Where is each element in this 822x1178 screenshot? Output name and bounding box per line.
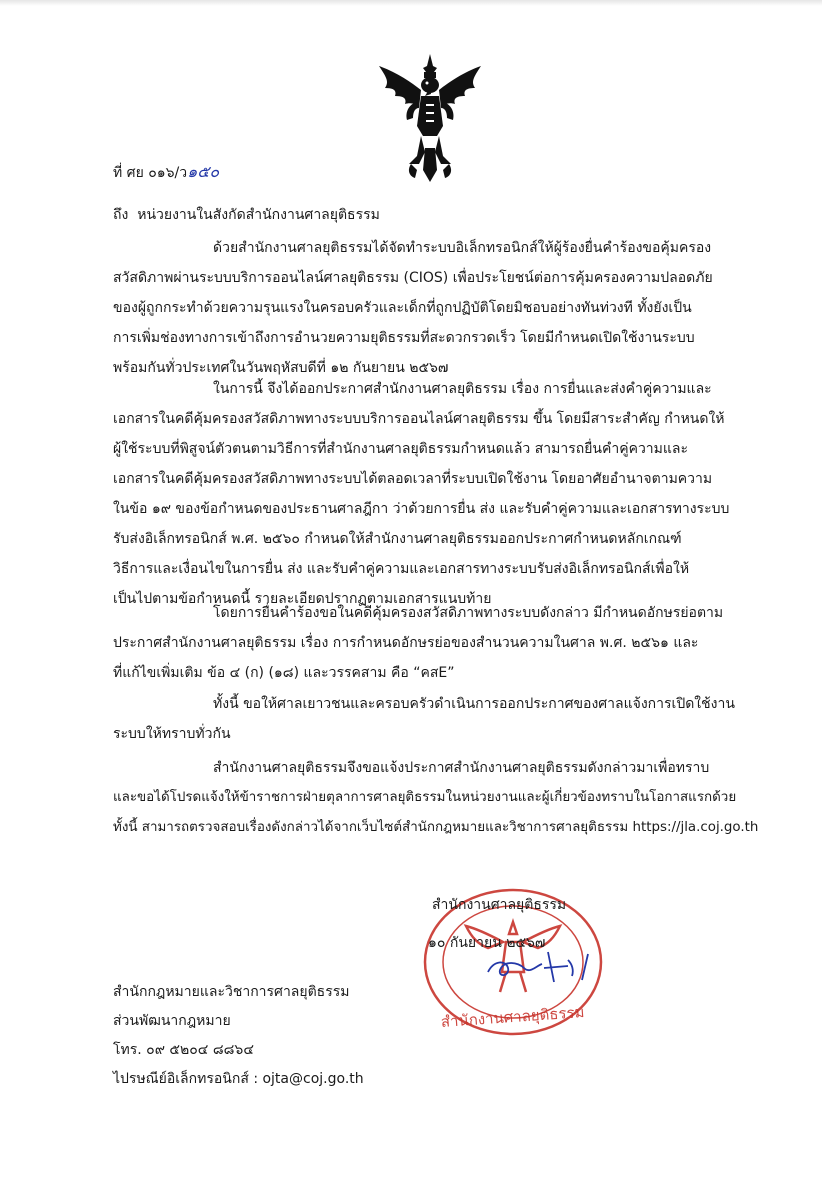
reference-prefix: ที่ ศย ๐๑๖/ว: [113, 165, 188, 181]
paragraph-line: เอกสารในคดีคุ้มครองสวัสดิภาพทางระบบบริการออนไลน์ศาลยุติธรรม ขึ้น โดยมีสาระสำคัญ กำหนดให้: [113, 411, 725, 427]
paragraph-line: และขอได้โปรดแจ้งให้ข้าราชการฝ่ายตุลาการศาลยุติธรรมในหน่วยงานและผู้เกี่ยวข้องทราบในโอกาสแรกด้วย: [113, 790, 737, 805]
garuda-emblem-icon: [371, 52, 489, 184]
paragraph-2: [113, 374, 758, 614]
paragraph-4: [113, 689, 758, 749]
footer-contact: [113, 978, 364, 1094]
addressee-value: หน่วยงานในสังกัดสำนักงานศาลยุติธรรม: [137, 207, 380, 223]
paragraph-line: รับส่งอิเล็กทรอนิกส์ พ.ศ. ๒๕๖๐ กำหนดให้สำนักงานศาลยุติธรรมออกประกาศกำหนดหลักเกณฑ์: [113, 531, 682, 547]
paragraph-line: สวัสดิภาพผ่านระบบบริการออนไลน์ศาลยุติธรรม (CIOS) เพื่อประโยชน์ต่อการคุ้มครองความปลอดภัย: [113, 270, 713, 286]
paragraph-line: พร้อมกันทั่วประเทศในวันพฤหัสบดีที่ ๑๒ กันยายน ๒๕๖๗: [113, 360, 449, 376]
paragraph-3: [113, 598, 758, 688]
paragraph-line: โดยการยื่นคำร้องขอในคดีคุ้มครองสวัสดิภาพทางระบบดังกล่าว มีกำหนดอักษรย่อตาม: [213, 605, 724, 621]
footer-phone: โทร. ๐๙ ๕๒๐๔ ๘๘๖๔: [113, 1042, 254, 1058]
paragraph-line: ประกาศสำนักงานศาลยุติธรรม เรื่อง การกำหนดอักษรย่อของสำนวนความในศาล พ.ศ. ๒๕๖๑ และ: [113, 635, 699, 651]
stamp-text: สำนักงานศาลยุติธรรม: [440, 1003, 585, 1032]
paragraph-line: สำนักงานศาลยุติธรรมจึงขอแจ้งประกาศสำนักงานศาลยุติธรรมดังกล่าวมาเพื่อทราบ: [213, 760, 710, 776]
addressee-line: [113, 204, 380, 226]
paragraph-line: ของผู้ถูกกระทำด้วยความรุนแรงในครอบครัวและเด็กที่ถูกปฏิบัติโดยมิชอบอย่างทันท่วงที ทั้งยังเป็น: [113, 300, 692, 316]
footer-division: สำนักกฎหมายและวิชาการศาลยุติธรรม: [113, 984, 350, 1000]
paragraph-line: ที่แก้ไขเพิ่มเติม ข้อ ๔ (ก) (๑๘) และวรรคสาม คือ “คสE”: [113, 665, 455, 681]
official-stamp-area: [408, 872, 618, 1042]
reference-number: [113, 160, 219, 185]
paragraph-line: ทั้งนี้ ขอให้ศาลเยาวชนและครอบครัวดำเนินการออกประกาศของศาลแจ้งการเปิดใช้งาน: [213, 696, 735, 712]
paragraph-line: ในการนี้ จึงได้ออกประกาศสำนักงานศาลยุติธรรม เรื่อง การยื่นและส่งคำคู่ความและ: [213, 381, 712, 397]
paragraph-line: ระบบให้ทราบทั่วกัน: [113, 726, 231, 742]
footer-section: ส่วนพัฒนากฎหมาย: [113, 1013, 231, 1029]
paragraph-line: เป็นไปตามข้อกำหนดนี้ รายละเอียดปรากฏตามเอกสารแนบท้าย: [113, 591, 492, 607]
issuer-name: สำนักงานศาลยุติธรรม: [432, 897, 567, 913]
paragraph-line: เอกสารในคดีคุ้มครองสวัสดิภาพทางระบบได้ตลอดเวลาที่ระบบเปิดใช้งาน โดยอาศัยอำนาจตามความ: [113, 471, 713, 487]
footer-email: ไปรษณีย์อิเล็กทรอนิกส์ : ojta@coj.go.th: [113, 1071, 364, 1087]
paragraph-line: วิธีการและเงื่อนไขในการยื่น ส่ง และรับคำคู่ความและเอกสารทางระบบรับส่งอิเล็กทรอนิกส์เพื่อให้: [113, 561, 690, 577]
paragraph-line: ทั้งนี้ สามารถตรวจสอบเรื่องดังกล่าวได้จากเว็บไซต์สำนักกฎหมายและวิชาการศาลยุติธรรม https://jla.coj.go.th: [113, 820, 759, 835]
paragraph-line: การเพิ่มช่องทางการเข้าถึงการอำนวยความยุติธรรมที่สะดวกรวดเร็ว โดยมีกำหนดเปิดใช้งานระบบ: [113, 330, 695, 346]
page-edge: [0, 0, 822, 6]
paragraph-1: [113, 233, 758, 383]
reference-handwritten-number: ๑๕๐: [187, 162, 220, 181]
paragraph-line: ในข้อ ๑๙ ของข้อกำหนดของประธานศาลฎีกา ว่าด้วยการยื่น ส่ง และรับคำคู่ความและเอกสารทางระบบ: [113, 501, 730, 517]
signing-date: ๑๐ กันยายน ๒๕๖๗: [428, 935, 546, 951]
paragraph-line: ผู้ใช้ระบบที่พิสูจน์ตัวตนตามวิธีการที่สำนักงานศาลยุติธรรมกำหนดแล้ว สามารถยื่นคำคู่ความและ: [113, 441, 689, 457]
paragraph-5: [113, 753, 758, 843]
paragraph-line: ด้วยสำนักงานศาลยุติธรรมได้จัดทำระบบอิเล็กทรอนิกส์ให้ผู้ร้องยื่นคำร้องขอคุ้มครอง: [213, 240, 712, 256]
addressee-label: ถึง: [113, 207, 129, 223]
